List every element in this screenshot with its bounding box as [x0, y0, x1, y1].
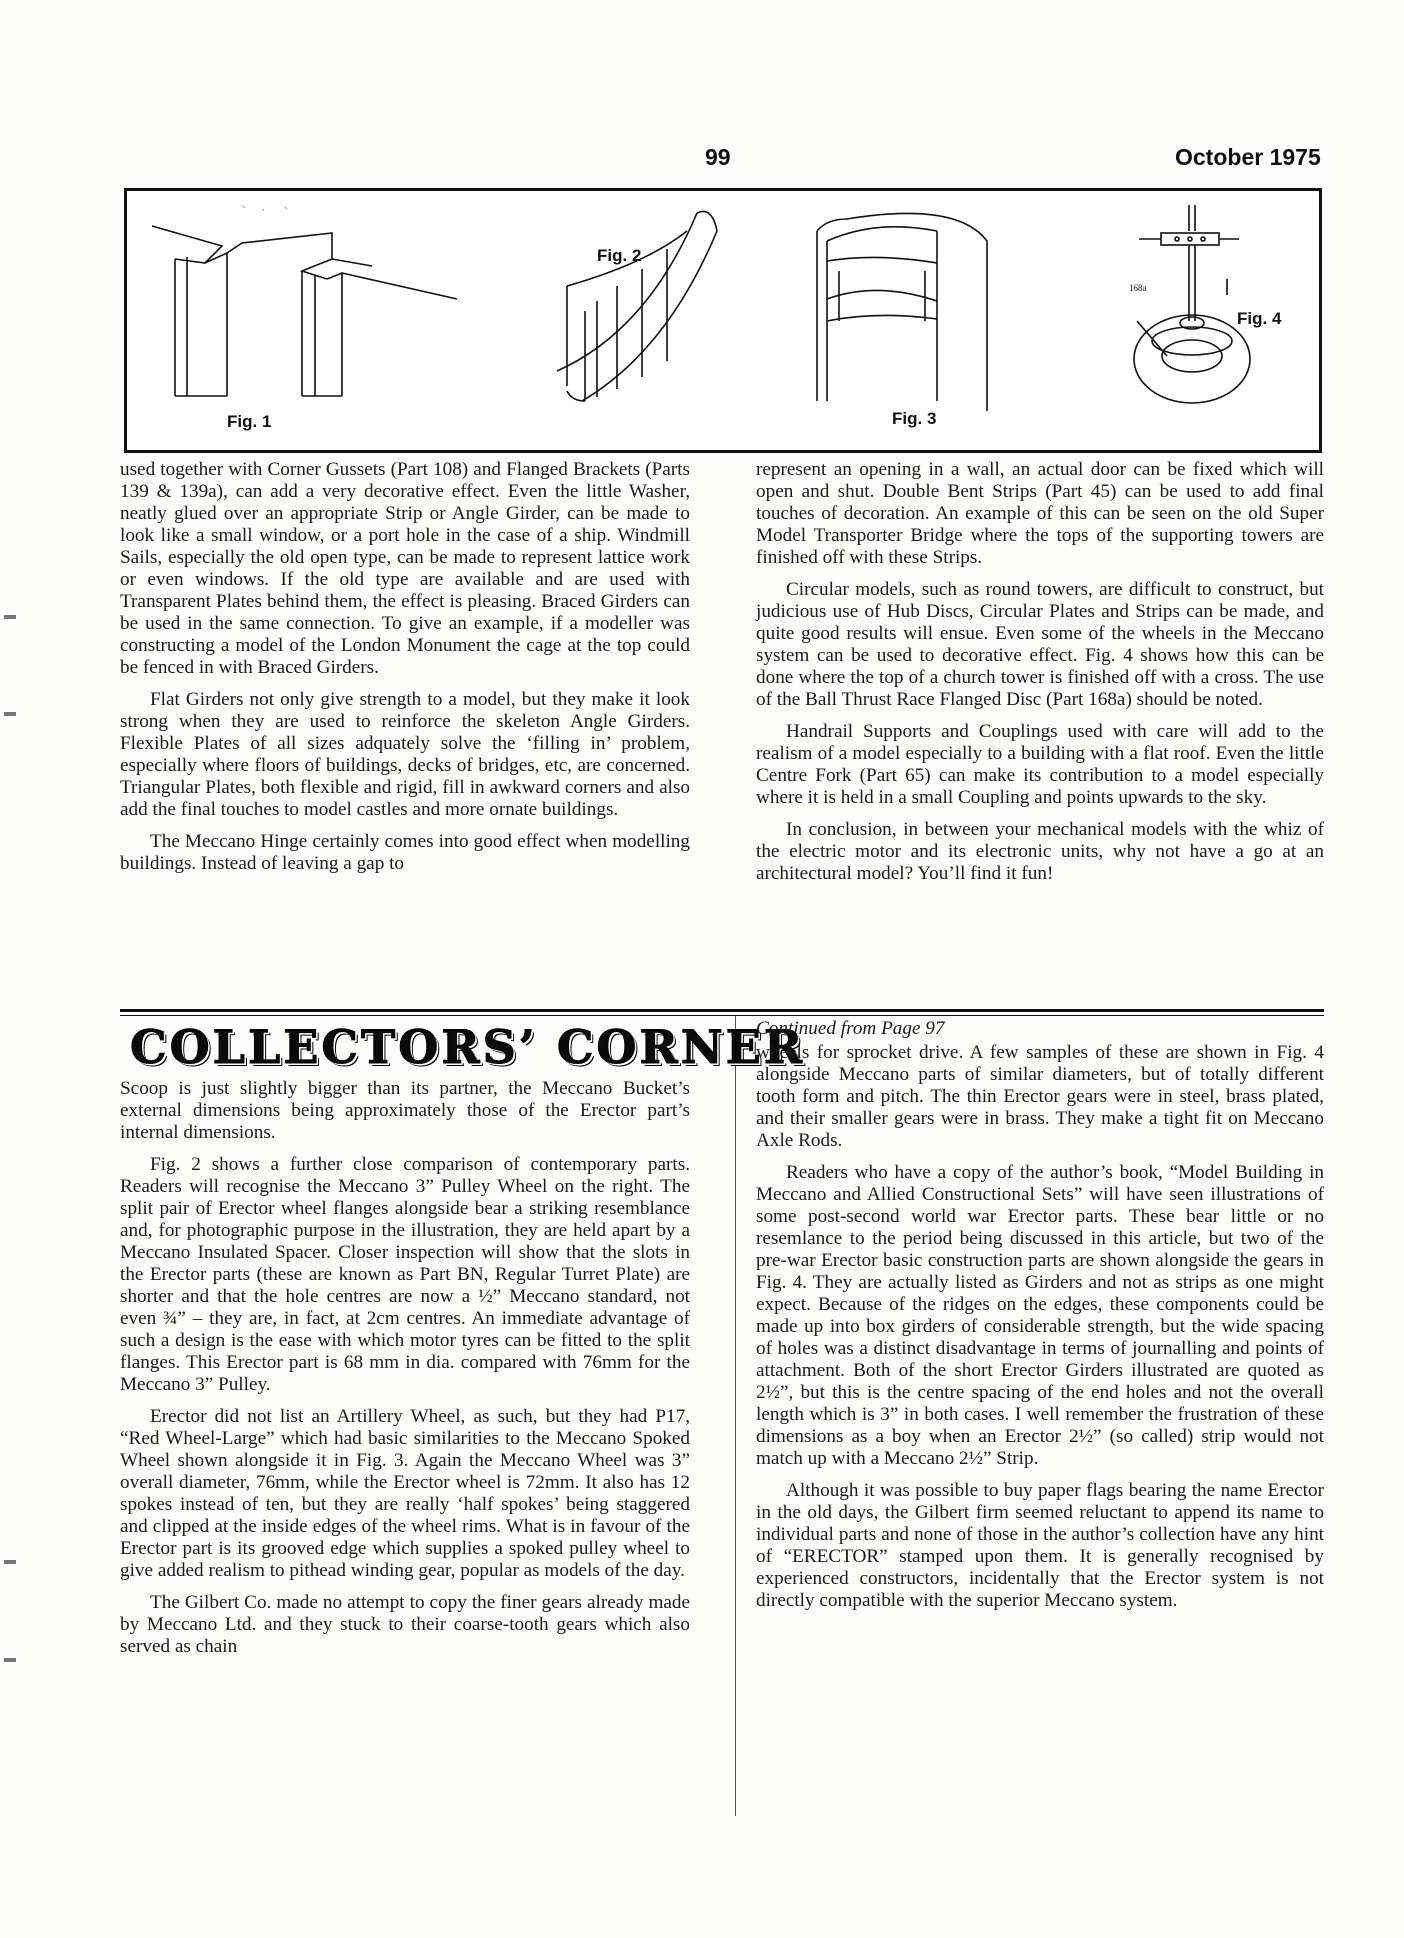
figures-panel	[124, 188, 1322, 453]
article-paragraph: Flat Girders not only give strength to a model, but they make it look strong when they are used to reinforce the skeleton Angle Girders. Flexible Plates of all sizes adquately solve the ‘filling in’ problem, especially where floors of buildings, decks of bridges, etc, are concerned. Triangular Plates, both flexible and rigid, fill in awkward corners and also add the final touches to model castles and more ornate buildings.	[120, 689, 690, 820]
fig3-drawing	[817, 213, 987, 411]
fig2-drawing	[557, 211, 717, 401]
article-paragraph: Although it was possible to buy paper flags bearing the name Erector in the old days, the Gilbert firm seemed reluctant to append its name to individual parts and none of those in the author’s collection have any hint of “ERECTOR” stamped upon them. It is generally recognised by experienced constructors, incidentally that the Erector system is not directly compatible with the superior Meccano system.	[756, 1480, 1324, 1611]
binding-mark	[4, 1658, 16, 1662]
figures-illustration	[127, 191, 1319, 450]
article-paragraph: Fig. 2 shows a further close comparison of contemporary parts. Readers will recognise the Meccano 3” Pulley Wheel on the right. The split pair of Erector wheel flanges alongside bear a striking resemblance and, for photographic purpose in the illustration, they are held apart by a Meccano Insulated Spacer. Closer inspection will show that the slots in the Erector parts (these are known as Part BN, Regular Turret Plate) are shorter and that the hole centres are now a ½” Meccano standard, not even ¾” – they are, in fact, at 2cm centres. An immediate advantage of such a design is the ease with which motor tyres can be fitted to the split flanges. This Erector part is 68 mm in dia. compared with 76mm for the Meccano 3” Pulley.	[120, 1154, 690, 1395]
top-article-left-column	[120, 459, 690, 885]
page-number: 99	[705, 144, 731, 170]
article-paragraph: Scoop is just slightly bigger than its partner, the Meccano Bucket’s external dimensions being approximately those of the Erector part’s internal dimensions.	[120, 1078, 690, 1143]
collectors-corner-heading: COLLECTORS’ CORNER	[130, 1020, 806, 1074]
article-paragraph: used together with Corner Gussets (Part 108) and Flanged Brackets (Parts 139 & 139a), can add a very decorative effect. Even the little Washer, neatly glued over an appropriate Strip or Angle Girder, can be made to look like a small window, or a port hole in the case of a ship. Windmill Sails, especially the old open type, can be made to represent lattice work or even windows. If the old type are available and are used with Transparent Plates behind them, the effect is pleasing. Braced Girders can be used in the same connection. To give an example, if a modeller was constructing a model of the London Monument the cage at the top could be fenced in with Braced Girders.	[120, 459, 690, 678]
column-divider	[735, 1016, 736, 1816]
binding-mark	[4, 1560, 16, 1564]
article-paragraph: Erector did not list an Artillery Wheel, as such, but they had P17, “Red Wheel-Large” which had basic similarities to the Meccano Spoked Wheel shown alongside it in Fig. 3. Again the Meccano Wheel was 3” overall diameter, 76mm, while the Erector wheel is 72mm. It also has 12 spokes instead of ten, but they are really ‘half spokes’ being staggered and clipped at the inside edges of the wheel rims. What is in favour of the Erector part is its grooved edge which supplies a spoked pulley wheel to give added realism to pithead winding gear, popular as models of the day.	[120, 1406, 690, 1581]
fig4-drawing	[1134, 205, 1250, 403]
fig4-part-label: 168a	[1129, 283, 1147, 293]
fig3-label: Fig. 3	[892, 409, 937, 428]
section-divider	[120, 1009, 1324, 1012]
article-paragraph: Circular models, such as round towers, are difficult to construct, but judicious use of Hub Discs, Circular Plates and Strips can be made, and quite good results will ensue. Even some of the wheels in the Meccano system can be used to decorative effect. Fig. 4 shows how this can be done where the top of a church tower is finished off with a cross. The use of the Ball Thrust Race Flanged Disc (Part 168a) should be noted.	[756, 579, 1324, 710]
section-divider-thin	[120, 1015, 1324, 1016]
continued-note: Continued from Page 97	[756, 1018, 945, 1039]
collectors-left-column	[120, 1078, 690, 1668]
article-paragraph: Readers who have a copy of the author’s book, “Model Building in Meccano and Allied Constructional Sets” will have seen illustrations of some post-second world war Erector parts. These bear little or no resemlance to the period being discussed in this article, but two of the pre-war Erector basic construction parts are shown alongside the gears in Fig. 4. They are actually listed as Girders and not as strips as one might expect. Because of the ridges on the edges, these components could be made up into box girders of considerable strength, but the wide spacing of holes was a distinct disadvantage in terms of journalling and points of attachment. Both of the short Erector Girders illustrated are quoted as 2½”, but this is the centre spacing of the end holes and not the overall length which is 3” in both cases. I well remember the frustration of these dimensions as a boy when an Erector 2½” (so called) strip would not match up with a Meccano 2½” Strip.	[756, 1162, 1324, 1469]
issue-date: October 1975	[1175, 144, 1321, 170]
binding-mark	[4, 712, 16, 716]
fig1-label: Fig. 1	[227, 412, 272, 431]
article-paragraph: The Gilbert Co. made no attempt to copy the finer gears already made by Meccano Ltd. and they stuck to their coarse-tooth gears which also served as chain	[120, 1592, 690, 1657]
article-paragraph: represent an opening in a wall, an actual door can be fixed which will open and shut. Double Bent Strips (Part 45) can be used to add final touches of decoration. An example of this can be seen on the old Super Model Transporter Bridge where the tops of the supporting towers are finished off with these Strips.	[756, 459, 1324, 568]
article-paragraph: The Meccano Hinge certainly comes into good effect when modelling buildings. Instead of leaving a gap to	[120, 831, 690, 874]
collectors-right-column	[756, 1018, 1324, 1622]
top-article-right-column	[756, 459, 1324, 895]
fig2-label: Fig. 2	[597, 246, 642, 265]
fig1-drawing	[152, 226, 457, 396]
article-paragraph: In conclusion, in between your mechanical models with the whiz of the electric motor and its electronic units, why not have a go at an architectural model? You’ll find it fun!	[756, 819, 1324, 884]
fig4-label: Fig. 4	[1237, 309, 1282, 328]
article-paragraph: wheels for sprocket drive. A few samples of these are shown in Fig. 4 alongside Meccano parts of similar diameters, but of totally different tooth form and pitch. The thin Erector gears were in steel, brass plated, and their smaller gears were in brass. They make a tight fit on Meccano Axle Rods.	[756, 1042, 1324, 1151]
article-paragraph: Handrail Supports and Couplings used with care will add to the realism of a model especially to a building with a flat roof. Even the little Centre Fork (Part 65) can make its contribution to a model especially where it is held in a small Coupling and points upwards to the sky.	[756, 721, 1324, 808]
binding-mark	[4, 615, 16, 619]
